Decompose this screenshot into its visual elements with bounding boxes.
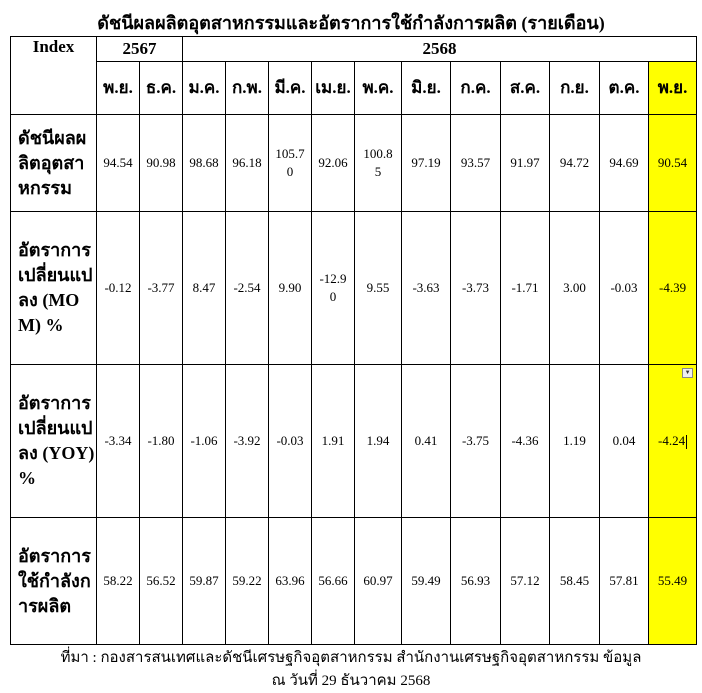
source-note bbox=[0, 647, 702, 693]
value-cell[interactable]: -3.75 bbox=[451, 365, 501, 518]
value-cell[interactable]: 59.87 bbox=[183, 518, 226, 645]
text-cursor bbox=[686, 435, 687, 449]
value-cell[interactable]: 96.18 bbox=[226, 115, 269, 212]
row-label: อัตราการใช้กำลังการผลิต bbox=[11, 518, 97, 645]
value-cell[interactable]: 59.22 bbox=[226, 518, 269, 645]
value-cell[interactable]: -12.90 bbox=[312, 212, 355, 365]
table-row bbox=[11, 365, 697, 518]
header-row-years bbox=[11, 37, 697, 62]
value-cell-highlighted[interactable]: -4.39 bbox=[649, 212, 697, 365]
value-cell[interactable]: -0.03 bbox=[269, 365, 312, 518]
value-cell[interactable]: 105.70 bbox=[269, 115, 312, 212]
value-cell[interactable]: 97.19 bbox=[402, 115, 451, 212]
production-index-table bbox=[10, 36, 697, 645]
value-cell[interactable]: -1.71 bbox=[501, 212, 550, 365]
value-cell[interactable]: 1.19 bbox=[550, 365, 600, 518]
value-cell[interactable]: 56.52 bbox=[140, 518, 183, 645]
value-cell[interactable]: 57.12 bbox=[501, 518, 550, 645]
value-cell[interactable]: -0.12 bbox=[97, 212, 140, 365]
value-cell[interactable]: 59.49 bbox=[402, 518, 451, 645]
header-row-months bbox=[11, 62, 697, 115]
value-cell[interactable]: 100.85 bbox=[355, 115, 402, 212]
value-cell[interactable]: -2.54 bbox=[226, 212, 269, 365]
value-cell[interactable]: 93.57 bbox=[451, 115, 501, 212]
value-cell[interactable]: 91.97 bbox=[501, 115, 550, 212]
selected-cell-value[interactable]: -4.24 bbox=[658, 433, 686, 448]
value-cell[interactable]: -3.77 bbox=[140, 212, 183, 365]
value-cell[interactable]: -3.92 bbox=[226, 365, 269, 518]
table-row bbox=[11, 212, 697, 365]
value-cell[interactable]: 1.94 bbox=[355, 365, 402, 518]
value-cell[interactable]: 9.55 bbox=[355, 212, 402, 365]
value-cell[interactable]: 0.04 bbox=[600, 365, 649, 518]
value-cell[interactable]: 56.93 bbox=[451, 518, 501, 645]
value-cell[interactable]: 63.96 bbox=[269, 518, 312, 645]
value-cell[interactable]: 90.98 bbox=[140, 115, 183, 212]
value-cell[interactable]: 92.06 bbox=[312, 115, 355, 212]
row-label: ดัชนีผลผลิตอุตสาหกรรม bbox=[11, 115, 97, 212]
dropdown-arrow-icon[interactable]: ▼ bbox=[682, 368, 693, 378]
value-cell[interactable]: -3.34 bbox=[97, 365, 140, 518]
selected-cell[interactable] bbox=[649, 365, 697, 518]
value-cell[interactable]: -0.03 bbox=[600, 212, 649, 365]
year-2568-header: 2568 bbox=[183, 37, 697, 62]
table-row bbox=[11, 115, 697, 212]
month-header: เม.ย. bbox=[312, 62, 355, 115]
value-cell[interactable]: 57.81 bbox=[600, 518, 649, 645]
value-cell[interactable]: 94.69 bbox=[600, 115, 649, 212]
month-header: พ.ย. bbox=[97, 62, 140, 115]
month-header: ส.ค. bbox=[501, 62, 550, 115]
value-cell[interactable]: -4.36 bbox=[501, 365, 550, 518]
month-header: ต.ค. bbox=[600, 62, 649, 115]
month-header: ม.ค. bbox=[183, 62, 226, 115]
value-cell[interactable]: 8.47 bbox=[183, 212, 226, 365]
value-cell[interactable]: -1.80 bbox=[140, 365, 183, 518]
table-title: ดัชนีผลผลิตอุตสาหกรรมและอัตราการใช้กำลังการผลิต (รายเดือน) bbox=[97, 13, 605, 33]
value-cell[interactable]: -1.06 bbox=[183, 365, 226, 518]
source-line-2: ณ วันที่ 29 ธันวาคม 2568 bbox=[271, 673, 431, 689]
month-header: ก.พ. bbox=[226, 62, 269, 115]
row-label: อัตราการเปลี่ยนแปลง (MOM) % bbox=[11, 212, 97, 365]
value-cell[interactable]: -3.63 bbox=[402, 212, 451, 365]
month-header: มิ.ย. bbox=[402, 62, 451, 115]
value-cell[interactable]: -3.73 bbox=[451, 212, 501, 365]
value-cell[interactable]: 3.00 bbox=[550, 212, 600, 365]
row-label: อัตราการเปลี่ยนแปลง (YOY) % bbox=[11, 365, 97, 518]
value-cell[interactable]: 9.90 bbox=[269, 212, 312, 365]
value-cell[interactable]: 98.68 bbox=[183, 115, 226, 212]
value-cell[interactable]: 58.45 bbox=[550, 518, 600, 645]
year-2567-header: 2567 bbox=[97, 37, 183, 62]
month-header: ก.ย. bbox=[550, 62, 600, 115]
month-header: ก.ค. bbox=[451, 62, 501, 115]
value-cell[interactable]: 0.41 bbox=[402, 365, 451, 518]
source-line-1: ที่มา : กองสารสนเทศและดัชนีเศรษฐกิจอุตสาหกรรม สำนักงานเศรษฐกิจอุตสาหกรรม ข้อมูล bbox=[60, 650, 642, 666]
value-cell-highlighted[interactable]: 90.54 bbox=[649, 115, 697, 212]
value-cell[interactable]: 60.97 bbox=[355, 518, 402, 645]
month-header: มี.ค. bbox=[269, 62, 312, 115]
value-cell-highlighted[interactable]: 55.49 bbox=[649, 518, 697, 645]
value-cell[interactable]: 1.91 bbox=[312, 365, 355, 518]
table-row bbox=[11, 518, 697, 645]
value-cell[interactable]: 58.22 bbox=[97, 518, 140, 645]
month-header: พ.ค. bbox=[355, 62, 402, 115]
month-header: ธ.ค. bbox=[140, 62, 183, 115]
month-header-highlighted: พ.ย. bbox=[649, 62, 697, 115]
value-cell[interactable]: 94.54 bbox=[97, 115, 140, 212]
index-header: Index bbox=[11, 37, 97, 115]
value-cell[interactable]: 94.72 bbox=[550, 115, 600, 212]
value-cell[interactable]: 56.66 bbox=[312, 518, 355, 645]
